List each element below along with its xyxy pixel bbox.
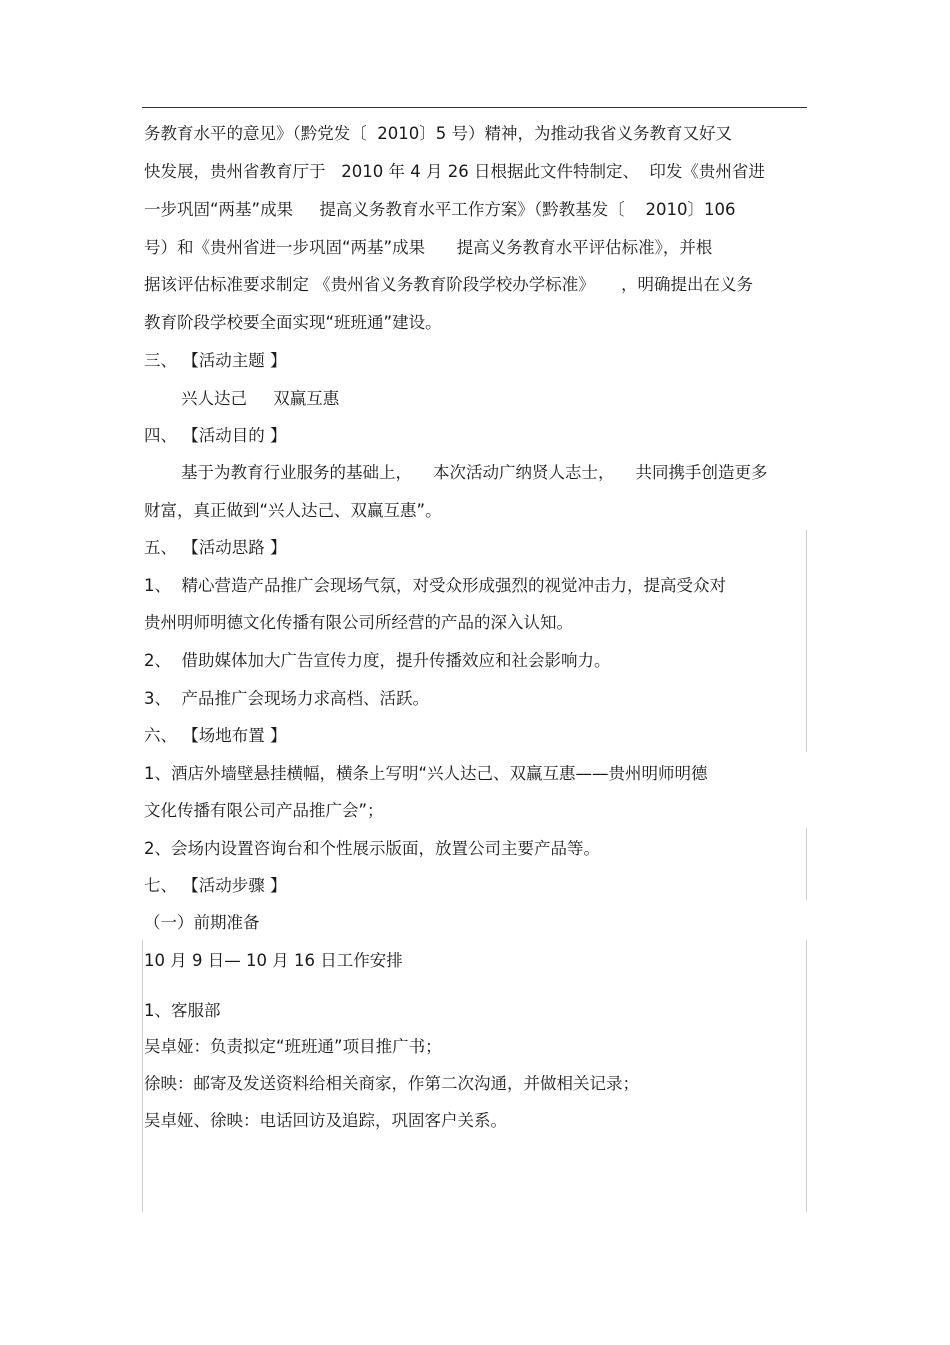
left-border [142, 940, 143, 1212]
right-border [806, 940, 807, 1212]
intro-line: 据该评估标准要求制定 《贵州省义务教育阶段学校办学标准》 ，明确提出在义务 [144, 275, 753, 294]
header-rule [142, 107, 807, 108]
section-body: 财富，真正做到“兴人达己、双赢互惠”。 [144, 501, 442, 520]
task-line: 吴卓娅：负责拟定“班班通”项目推广书； [144, 1037, 442, 1056]
intro-line: 务教育水平的意见》（黔党发〔 2010〕5 号）精神，为推动我省义务教育又好又 [144, 124, 732, 143]
section-heading: 三、 【活动主题 】 [144, 351, 287, 370]
department-label: 1、客服部 [144, 1001, 221, 1020]
list-item: 文化传播有限公司产品推广会”； [144, 801, 384, 820]
section-heading: 四、 【活动目的 】 [144, 426, 287, 445]
intro-line: 教育阶段学校要全面实现“班班通”建设。 [144, 313, 442, 332]
list-item: 2、 借助媒体加大广告宣传力度，提升传播效应和社会影响力。 [144, 651, 611, 670]
right-border [806, 828, 807, 900]
section-body: 兴人达己 双赢互惠 [181, 389, 340, 408]
list-item: 2、会场内设置咨询台和个性展示版面，放置公司主要产品等。 [144, 839, 600, 858]
list-item: 1、酒店外墙壁悬挂横幅，横条上写明“兴人达己、双赢互惠——贵州明师明德 [144, 764, 708, 783]
section-heading: 五、 【活动思路 】 [144, 538, 287, 557]
section-body: 基于为教育行业服务的基础上， 本次活动广纳贤人志士， 共同携手创造更多 [181, 463, 768, 482]
intro-line: 一步巩固“两基”成果 提高义务教育水平工作方案》（黔教基发〔 2010〕106 [144, 200, 736, 219]
list-item: 3、 产品推广会现场力求高档、活跃。 [144, 689, 429, 708]
right-border [806, 530, 807, 752]
subsection-heading: （一）前期准备 [144, 913, 260, 932]
list-item: 1、 精心营造产品推广会现场气氛，对受众形成强烈的视觉冲击力，提高受众对 [144, 576, 726, 595]
task-line: 徐映：邮寄及发送资料给相关商家，作第二次沟通，并做相关记录； [144, 1074, 639, 1093]
section-heading: 七、 【活动步骤 】 [144, 876, 287, 895]
list-item: 贵州明师明德文化传播有限公司所经营的产品的深入认知。 [144, 613, 573, 632]
intro-line: 号）和《贵州省进一步巩固“两基”成果 提高义务教育水平评估标准》，并根 [144, 238, 713, 257]
schedule-line: 10 月 9 日— 10 月 16 日工作安排 [144, 951, 403, 970]
intro-line: 快发展，贵州省教育厅于 2010 年 4 月 26 日根据此文件特制定、 印发《贵州省进 [144, 162, 765, 181]
task-line: 吴卓娅、徐映：电话回访及追踪，巩固客户关系。 [144, 1111, 507, 1130]
section-heading: 六、 【场地布置 】 [144, 726, 287, 745]
